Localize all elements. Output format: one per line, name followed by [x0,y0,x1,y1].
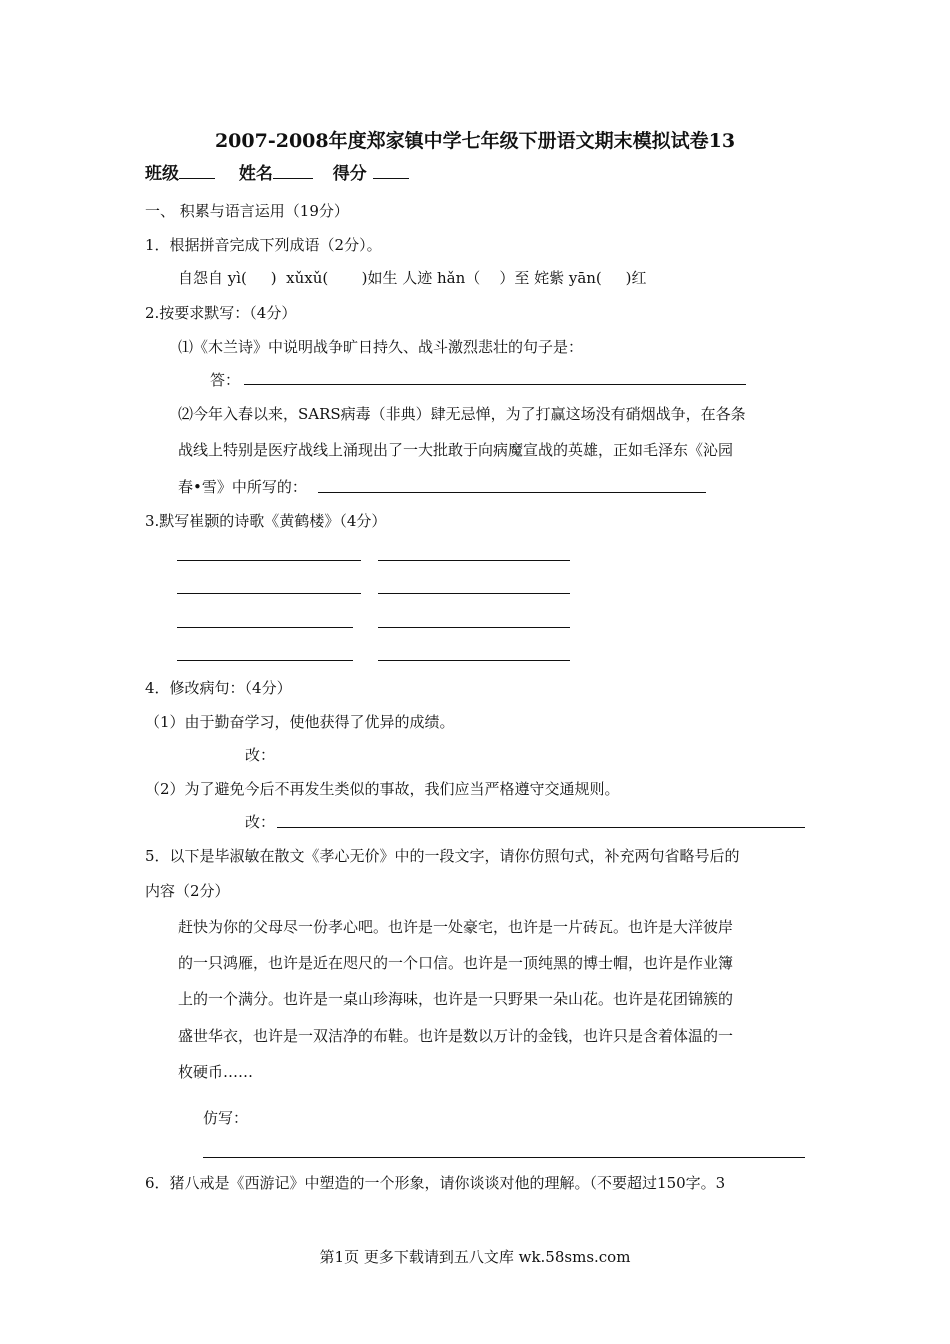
question-5-stem-line-1: 5．以下是毕淑敏在散文《孝心无价》中的一段文字，请你仿照句式，补充两句省略号后的 [145,847,740,865]
question-4-sentence-1: （1）由于勤奋学习，使他获得了优异的成绩。 [145,713,455,731]
score-field[interactable] [373,164,409,179]
poem-line[interactable] [177,660,353,661]
question-2-part-2-line-3: 春•雪》中所写的： [178,478,307,496]
answer-line[interactable] [318,492,706,493]
poem-line[interactable] [177,627,353,628]
passage-line-3: 上的一个满分。也许是一桌山珍海味，也许是一只野果一朵山花。也许是花团锦簇的 [178,990,734,1008]
passage-line-2: 的一只鸿雁，也许是近在咫尺的一个口信。也许是一顶纯黑的博士帽，也许是作业簿 [178,954,734,972]
question-2-part-2-line-2: 战线上特别是医疗战线上涌现出了一大批敢于向病魔宣战的英雄，正如毛泽东《沁园 [178,441,734,459]
poem-line[interactable] [177,593,361,594]
correction-label: 改： [245,813,276,831]
passage-line-5: 枚硬币…… [178,1063,254,1081]
poem-line[interactable] [378,560,570,561]
name-label: 姓名 [238,164,273,184]
name-field[interactable] [273,164,313,179]
correction-line[interactable] [277,827,805,828]
answer-label: 答： [210,371,241,389]
class-field[interactable] [179,164,215,179]
score-label: 得分 [332,164,367,184]
poem-line[interactable] [378,660,570,661]
question-4-sentence-2: （2）为了避免今后不再发生类似的事故，我们应当严格遵守交通规则。 [145,780,620,798]
question-2-part-2-line-1: ⑵今年入春以来，SARS病毒（非典）肆无忌惮，为了打赢这场没有硝烟战争，在各条 [178,405,746,423]
poem-line[interactable] [378,627,570,628]
question-4-stem: 4．修改病句：（4分） [145,679,292,697]
page-footer: 第1页 更多下载请到五八文库 wk.58sms.com [319,1248,631,1266]
imitate-label: 仿写： [203,1109,249,1127]
passage-line-1: 赶快为你的父母尽一份孝心吧。也许是一处豪宅，也许是一片砖瓦。也许是大洋彼岸 [178,918,734,936]
section-heading: 一、 积累与语言运用（19分） [145,202,349,220]
correction-label: 改： [245,746,276,764]
answer-line[interactable] [244,384,746,385]
question-2-stem: 2.按要求默写：（4分） [145,304,297,322]
question-3-stem: 3.默写崔颢的诗歌《黄鹤楼》（4分） [145,512,387,530]
question-1-pinyin-line: 自怨自 yì( ) xǔxǔ( )如生 人迹 hǎn（ ）至 姹紫 yān( )红 [178,269,647,287]
poem-line[interactable] [378,593,570,594]
class-label: 班级 [145,164,179,184]
question-2-part-1: ⑴《木兰诗》中说明战争旷日持久、战斗激烈悲壮的句子是： [178,338,584,356]
question-6-stem: 6．猪八戒是《西游记》中塑造的一个形象，请你谈谈对他的理解。（不要超过150字。3 [145,1174,726,1192]
page-title: 2007-2008年度郑家镇中学七年级下册语文期末模拟试卷13 [214,130,736,152]
question-1-stem: 1．根据拼音完成下列成语（2分）。 [145,236,382,254]
question-5-stem-line-2: 内容（2分） [145,882,230,900]
student-info-line [145,164,409,184]
imitate-line[interactable] [203,1157,805,1158]
passage-line-4: 盛世华衣，也许是一双洁净的布鞋。也许是数以万计的金钱，也许只是含着体温的一 [178,1027,734,1045]
poem-line[interactable] [177,560,361,561]
